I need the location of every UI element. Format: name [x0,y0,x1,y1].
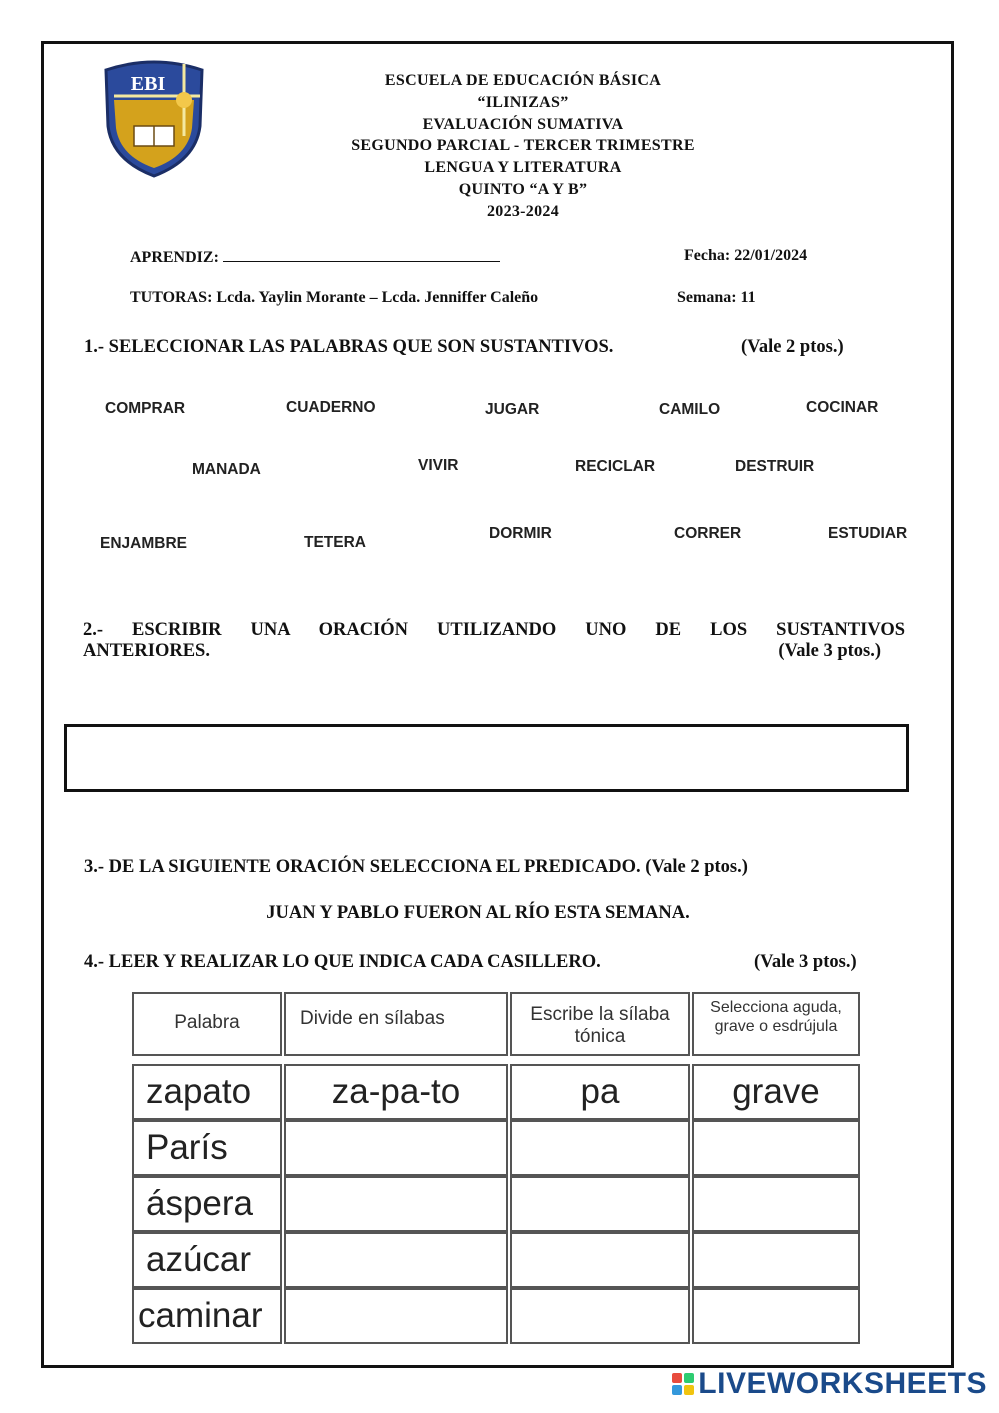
word-option[interactable]: TETERA [304,534,366,551]
table-header-cell: Palabra [132,992,282,1056]
watermark-text: LIVEWORKSHEETS [698,1367,987,1400]
school-name: ESCUELA DE EDUCACIÓN BÁSICA [384,72,662,89]
table-cell-word: azúcar [132,1232,282,1288]
word-option[interactable]: CORRER [674,525,742,542]
student-row [130,247,500,267]
week-label: Semana: 11 [677,289,756,306]
word-option[interactable]: CUADERNO [286,399,376,416]
word-option[interactable]: JUGAR [485,401,540,418]
table-cell-type[interactable] [692,1232,860,1288]
evaluation-type: EVALUACIÓN SUMATIVA [422,116,624,133]
table-cell-tonic[interactable] [510,1176,690,1232]
word-option[interactable]: DORMIR [489,525,552,542]
word-option[interactable]: CAMILO [659,401,721,418]
question-2-line2: ANTERIORES. [83,641,210,661]
table-cell-word: París [132,1120,282,1176]
table-cell-syllables[interactable]: za-pa-to [284,1064,508,1120]
question-2-points: (Vale 3 ptos.) [778,641,881,661]
term: SEGUNDO PARCIAL - TERCER TRIMESTRE [351,137,695,154]
word-option[interactable]: MANADA [192,461,261,478]
word-option[interactable]: COMPRAR [105,400,186,417]
liveworksheets-icon [672,1373,694,1395]
question-2-line1: 2.- ESCRIBIR UNA ORACIÓN UTILIZANDO UNO DE LOS SUSTANTIVOS [83,620,905,640]
word-option[interactable]: ENJAMBRE [100,535,187,552]
table-cell-syllables[interactable] [284,1288,508,1344]
syllable-table [132,992,860,1344]
question-2 [83,620,905,662]
student-label: APRENDIZ: [130,249,219,266]
word-option[interactable]: VIVIR [418,457,459,474]
question-2-line2-row [83,641,905,662]
table-cell-syllables[interactable] [284,1176,508,1232]
grade: QUINTO “A Y B” [458,181,588,198]
table-header-cell: Escribe la sílaba tónica [510,992,690,1056]
table-cell-tonic[interactable] [510,1232,690,1288]
question-1-points: (Vale 2 ptos.) [741,337,844,357]
word-option[interactable]: COCINAR [806,399,879,416]
table-cell-type[interactable]: grave [692,1064,860,1120]
question-1: 1.- SELECCIONAR LAS PALABRAS QUE SON SUSTANTIVOS. [84,337,614,357]
word-option[interactable]: ESTUDIAR [828,525,908,542]
subject: LENGUA Y LITERATURA [424,159,622,176]
word-option[interactable]: DESTRUIR [735,458,815,475]
table-cell-syllables[interactable] [284,1120,508,1176]
table-cell-type[interactable] [692,1176,860,1232]
logo-text: EBI [130,73,166,95]
table-cell-tonic[interactable] [510,1120,690,1176]
table-cell-word: caminar [132,1288,282,1344]
table-cell-word: zapato [132,1064,282,1120]
sentence-answer-box[interactable] [64,724,909,792]
table-cell-type[interactable] [692,1288,860,1344]
table-cell-word: áspera [132,1176,282,1232]
table-header-cell: Selecciona aguda, grave o esdrújula [692,992,860,1056]
question-4: 4.- LEER Y REALIZAR LO QUE INDICA CADA CASILLERO. [84,952,601,972]
table-cell-type[interactable] [692,1120,860,1176]
sentence-to-analyze[interactable]: JUAN Y PABLO FUERON AL RÍO ESTA SEMANA. [266,903,690,923]
question-4-points: (Vale 3 ptos.) [754,952,857,972]
table-cell-tonic[interactable] [510,1288,690,1344]
student-name-field[interactable] [223,247,500,262]
word-option[interactable]: RECICLAR [575,458,656,475]
table-cell-syllables[interactable] [284,1232,508,1288]
tutors-label: TUTORAS: Lcda. Yaylin Morante – Lcda. Jenniffer Caleño [130,289,539,306]
school-title: “ILINIZAS” [477,94,569,111]
question-3: 3.- DE LA SIGUIENTE ORACIÓN SELECCIONA EL PREDICADO. (Vale 2 ptos.) [84,857,748,877]
school-year: 2023-2024 [486,203,560,220]
liveworksheets-watermark [672,1367,987,1401]
date-label: Fecha: 22/01/2024 [684,247,808,264]
table-header-cell: Divide en sílabas [284,992,508,1056]
table-cell-tonic[interactable]: pa [510,1064,690,1120]
